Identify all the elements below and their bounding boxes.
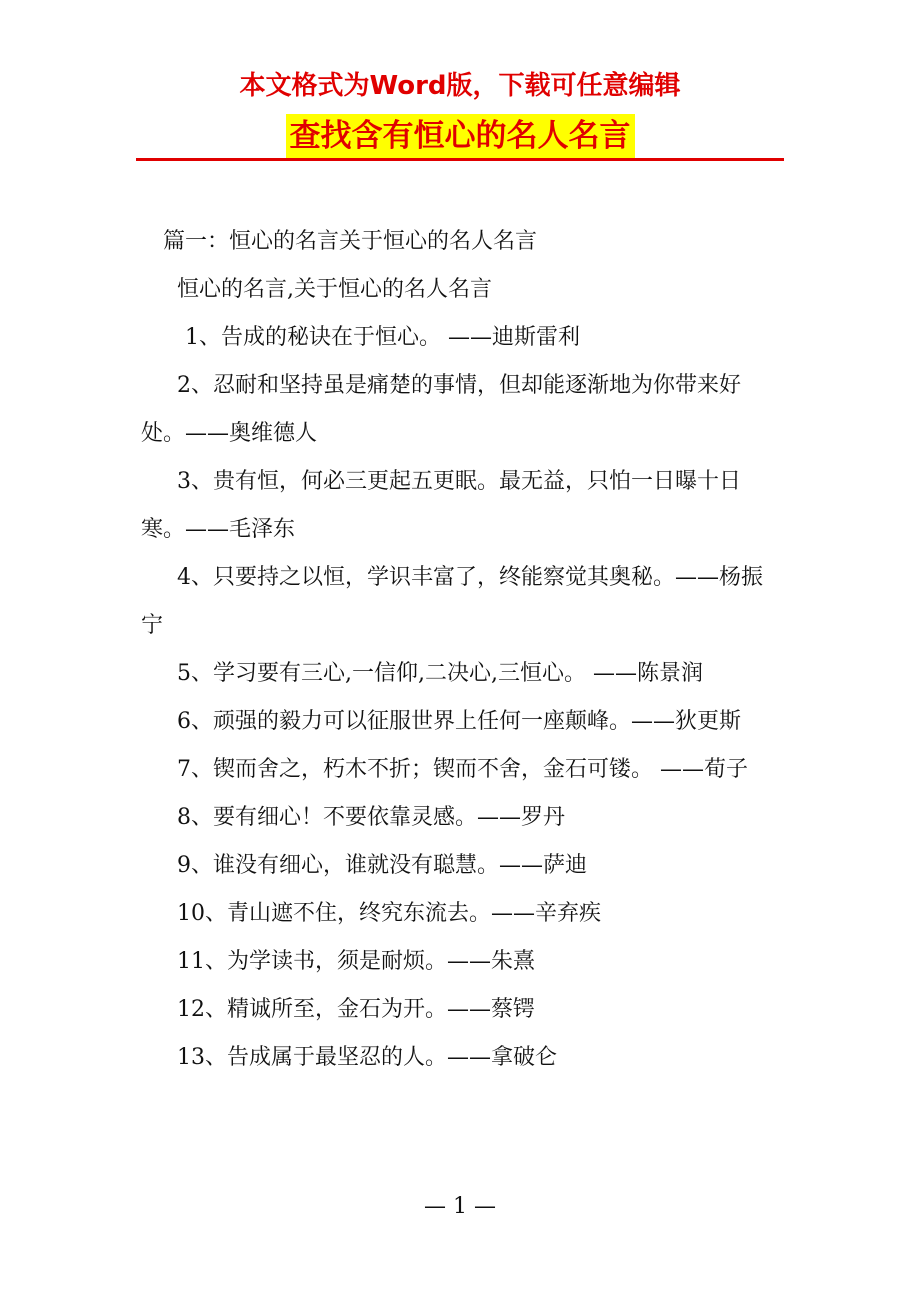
- quote-item: 2、忍耐和坚持虽是痛楚的事情，但却能逐渐地为你带来好处。——奥维德人: [141, 373, 741, 446]
- quote-item: 13、告成属于最坚忍的人。——拿破仑: [177, 1045, 557, 1070]
- quote-item: 10、青山遮不住，终究东流去。——辛弃疾: [177, 901, 601, 926]
- title-wrapper: [0, 114, 920, 158]
- quote-item: 9、谁没有细心，谁就没有聪慧。——萨迪: [177, 853, 587, 878]
- page-number: — 1 —: [424, 1194, 496, 1219]
- subheading: 恒心的名言,关于恒心的名人名言: [177, 277, 492, 302]
- document-body: [141, 218, 783, 1082]
- quote-item: 11、为学读书，须是耐烦。——朱熹: [177, 949, 535, 974]
- quote-item: 1、告成的秘诀在于恒心。 ——迪斯雷利: [185, 325, 580, 350]
- quote-item: 7、锲而舍之，朽木不折；锲而不舍，金石可镂。 ——荀子: [177, 757, 748, 782]
- quote-item: 3、贵有恒，何必三更起五更眠。最无益，只怕一日曝十日寒。——毛泽东: [141, 469, 741, 542]
- document-banner: 本文格式为Word版，下载可任意编辑: [239, 71, 681, 101]
- page-title: 查找含有恒心的名人名言: [286, 114, 635, 158]
- quote-item: 4、只要持之以恒，学识丰富了，终能察觉其奥秘。——杨振宁: [141, 565, 763, 638]
- title-divider: [136, 158, 784, 161]
- section-heading: 篇一：恒心的名言关于恒心的名人名言: [163, 229, 538, 254]
- quote-item: 6、顽强的毅力可以征服世界上任何一座颠峰。——狄更斯: [177, 709, 741, 734]
- quote-item: 5、学习要有三心,一信仰,二决心,三恒心。 ——陈景润: [177, 661, 703, 686]
- quote-item: 12、精诚所至，金石为开。——蔡锷: [177, 997, 535, 1022]
- quote-item: 8、要有细心！不要依靠灵感。——罗丹: [177, 805, 565, 830]
